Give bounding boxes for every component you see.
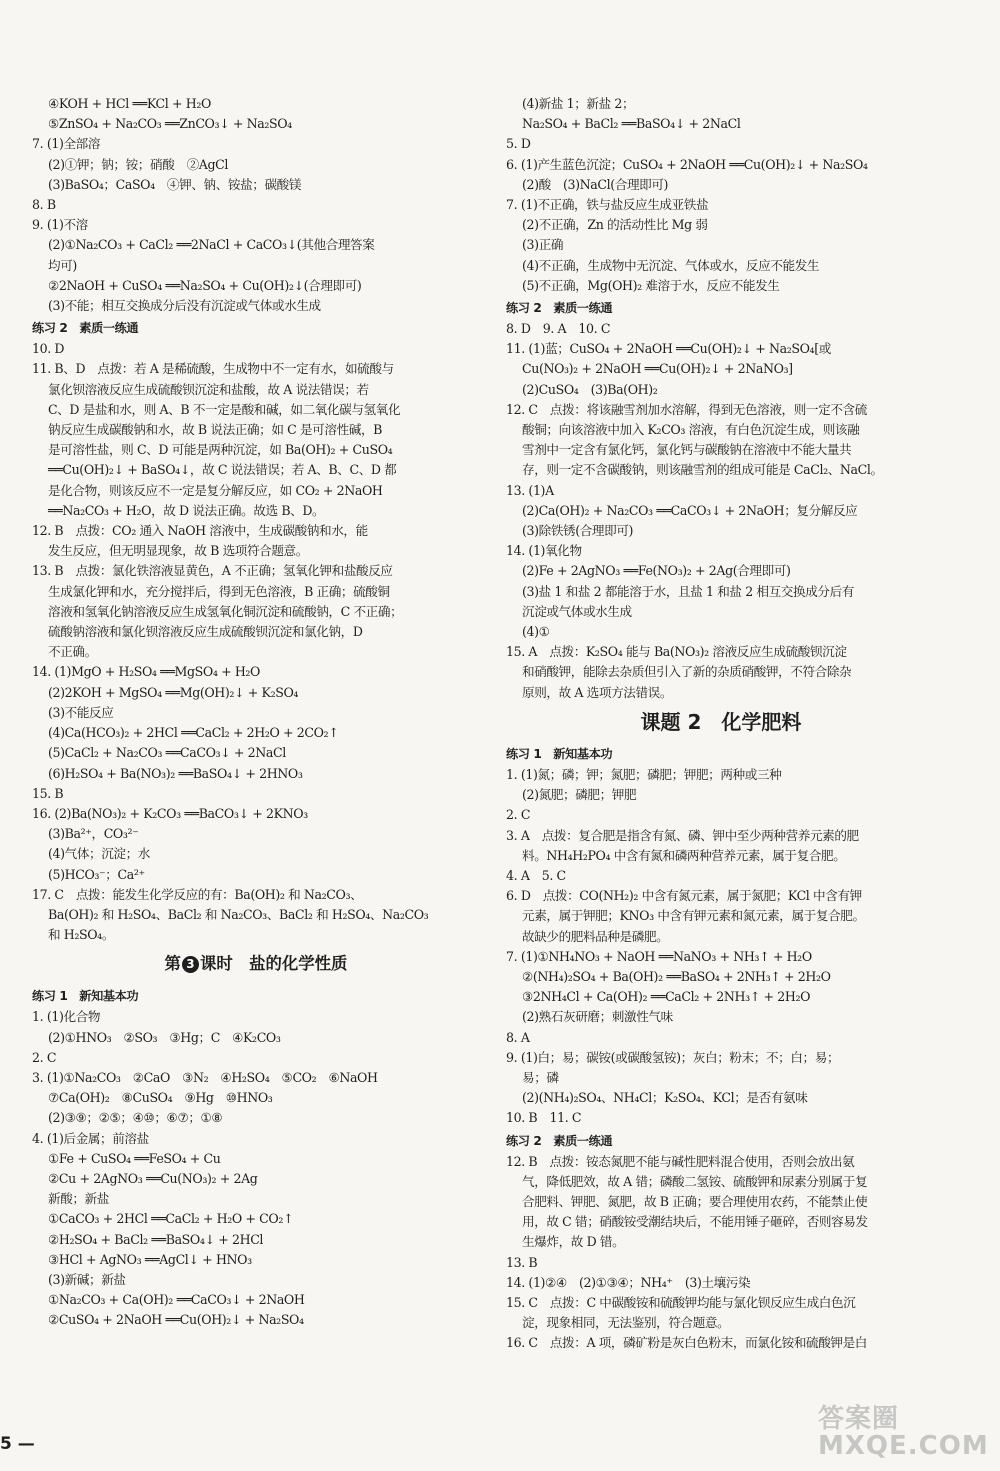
exercise-heading: 练习 2 素质一练通 [32, 321, 139, 336]
exercise-heading: 练习 1 新知基本功 [506, 746, 613, 761]
answer-line: (2)①HNO₃ ②SO₃ ③Hg；C ④K₂CO₃ [48, 1029, 281, 1045]
answer-line: 合肥料、钾肥、氮肥，故 B 正确；要合理使用农药，不能禁止使 [522, 1193, 868, 1209]
answer-line: 淀，现象相同，无法鉴别，符合题意。 [522, 1315, 730, 1331]
answer-line: 16. C 点拨：A 项，磷矿粉是灰白色粉末，而氯化铵和硫酸钾是白 [506, 1335, 868, 1351]
answer-line: 酸铜；向该溶液中加入 K₂CO₃ 溶液，有白色沉淀生成，则该融 [522, 422, 860, 438]
answer-line: 4. A 5. C [506, 867, 566, 883]
answer-line: (5)HCO₃⁻；Ca²⁺ [48, 866, 145, 882]
exercise-heading: 练习 2 素质一练通 [506, 1133, 613, 1148]
answer-line: 沉淀或气体或水生成 [522, 603, 632, 619]
answer-line: 6. D 点拨：CO(NH₂)₂ 中含有氮元素，属于氮肥；KCl 中含有钾 [506, 888, 862, 904]
answer-line: 7. (1)①NH₄NO₃ + NaOH ══NaNO₃ + NH₃↑ + H₂O [506, 948, 812, 964]
answer-line: (3)盐 1 和盐 2 都能溶于水，且盐 1 和盐 2 相互交换成分后有 [522, 583, 854, 599]
answer-line: ①Fe + CuSO₄ ══FeSO₄ + Cu [48, 1150, 221, 1166]
answer-line: (3)Ba²⁺，CO₃²⁻ [48, 826, 139, 842]
answer-line: 1. (1)化合物 [32, 1009, 101, 1025]
section-title [32, 949, 480, 981]
answer-line: ②H₂SO₄ + BaCl₂ ══BaSO₄↓ + 2HCl [48, 1231, 264, 1247]
answer-line: 16. (2)Ba(NO₃)₂ + K₂CO₃ ══BaCO₃↓ + 2KNO₃ [32, 805, 308, 821]
answer-line: (2)(NH₄)₂SO₄、NH₄Cl；K₂SO₄、KCl；是否有氨味 [522, 1090, 808, 1106]
answer-line: (6)H₂SO₄ + Ba(NO₃)₂ ══BaSO₄↓ + 2HNO₃ [48, 765, 303, 781]
answer-line: (3)BaSO₄；CaSO₄ ④钾、钠、铵盐；碳酸镁 [48, 176, 302, 192]
answer-line: (2)氮肥；磷肥；钾肥 [522, 787, 637, 803]
answer-line: 存，则一定不含碳酸钠，则该融雪剂的组成可能是 CaCl₂、NaCl。 [522, 462, 883, 478]
answer-line: Ba(OH)₂ 和 H₂SO₄、BaCl₂ 和 Na₂CO₃、BaCl₂ 和 H₂SO₄、Na₂CO₃ [48, 906, 429, 922]
watermark-line2: MXQE.COM [818, 1431, 989, 1461]
answer-line: 12. C 点拨：将该融雪剂加水溶解，得到无色溶液，则一定不含硫 [506, 401, 867, 417]
answer-line: 故缺少的肥料品种是磷肥。 [522, 928, 669, 944]
answer-line: (5)CaCl₂ + Na₂CO₃ ══CaCO₃↓ + 2NaCl [48, 745, 286, 761]
answer-line: (2)熟石灰研磨；刺激性气味 [522, 1009, 673, 1025]
answer-line: 11. (1)蓝；CuSO₄ + 2NaOH ══Cu(OH)₂↓ + Na₂SO₄[或 [506, 341, 831, 357]
answer-line: 不正确。 [48, 644, 97, 660]
answer-line: 13. B 点拨：氯化铁溶液显黄色，A 不正确；氢氧化钾和盐酸反应 [32, 563, 393, 579]
answer-line: 溶液和氢氧化钠溶液反应生成氢氧化铜沉淀和硫酸钠，C 不正确； [48, 603, 403, 619]
answer-line: 用，故 C 错；硝酸铵受潮结块后，不能用锤子砸碎，否则容易发 [522, 1214, 868, 1230]
answer-line: Na₂SO₄ + BaCl₂ ══BaSO₄↓ + 2NaCl [522, 116, 741, 132]
answer-line: (2)③⑨；②⑤；④⑩；⑥⑦；①⑧ [48, 1110, 223, 1126]
answer-line: ⑤ZnSO₄ + Na₂CO₃ ══ZnCO₃↓ + Na₂SO₄ [48, 116, 292, 132]
answer-line: 17. C 点拨：能发生化学反应的有：Ba(OH)₂ 和 Na₂CO₃、 [32, 886, 363, 902]
answer-line: 5. D [506, 136, 531, 152]
answer-line: 硫酸钠溶液和氯化钡溶液反应生成硫酸钡沉淀和氯化钠，D [48, 624, 363, 640]
answer-line: 2. C [506, 807, 531, 823]
answer-line: 氯化钡溶液反应生成硫酸钡沉淀和盐酸，故 A 说法错误；若 [48, 381, 369, 397]
answer-line: 7. (1)全部溶 [32, 136, 101, 152]
answer-line: (4)新盐 1；新盐 2； [522, 96, 635, 111]
answer-line: 6. (1)产生蓝色沉淀；CuSO₄ + 2NaOH ══Cu(OH)₂↓ + Na₂SO₄ [506, 156, 868, 172]
answer-line: (4)① [522, 624, 550, 640]
answer-line: 钠反应生成碳酸钠和水，故 B 说法正确；如 C 是可溶性碱，B [48, 422, 383, 438]
answer-line: ②Cu + 2AgNO₃ ══Cu(NO₃)₂ + 2Ag [48, 1170, 258, 1186]
answer-line: (4)不正确，生成物中无沉淀、气体或水，反应不能发生 [522, 257, 820, 273]
section-title-text: 课时 盐的化学性质 [199, 954, 348, 974]
answer-line: (3)正确 [522, 237, 564, 253]
answer-line: 15. C 点拨：C 中碳酸铵和硫酸钾均能与氯化钡反应生成白色沉 [506, 1294, 856, 1310]
answer-line: (2)不正确，Zn 的活动性比 Mg 弱 [522, 217, 708, 233]
watermark-line1: 答案圈 [818, 1404, 900, 1434]
answer-line: 新酸；新盐 [48, 1191, 109, 1207]
answer-line: 料。NH₄H₂PO₄ 中含有氮和磷两种营养元素，属于复合肥。 [522, 847, 846, 863]
answer-line: (4)Ca(HCO₃)₂ + 2HCl ══CaCl₂ + 2H₂O + 2CO₂↑ [48, 725, 339, 741]
answer-line: (2)2KOH + MgSO₄ ══Mg(OH)₂↓ + K₂SO₄ [48, 684, 299, 700]
answer-line: 是可溶性盐，则 C、D 可能是两种沉淀，如 Ba(OH)₂ + CuSO₄ [48, 442, 393, 458]
answer-line: ══Cu(OH)₂↓ + BaSO₄↓，故 C 说法错误；若 A、B、C、D 都 [48, 462, 397, 478]
answer-line: 14. (1)②④ (2)①③④；NH₄⁺ (3)土壤污染 [506, 1274, 751, 1290]
answer-line: 和硝酸钾，能除去杂质但引入了新的杂质硝酸钾，不符合除杂 [522, 664, 852, 680]
answer-line: 12. B 点拨：CO₂ 通入 NaOH 溶液中，生成碳酸钠和水，能 [32, 523, 368, 539]
answer-line: 8. B [32, 197, 56, 213]
answer-line: ②CuSO₄ + 2NaOH ══Cu(OH)₂↓ + Na₂SO₄ [48, 1312, 304, 1328]
answer-line: ②2NaOH + CuSO₄ ══Na₂SO₄ + Cu(OH)₂↓(合理即可) [48, 277, 362, 293]
answer-line: 14. (1)氧化物 [506, 543, 582, 559]
answer-line: Cu(NO₃)₂ + 2NaOH ══Cu(OH)₂↓ + 2NaNO₃] [522, 361, 793, 377]
exercise-heading: 练习 1 新知基本功 [32, 989, 139, 1004]
answer-line: 1. (1)氮；磷；钾；氮肥；磷肥；钾肥；两种或三种 [506, 766, 782, 782]
answer-line: 11. B、D 点拨：若 A 是稀硫酸，生成物中不一定有水，如硫酸与 [32, 361, 394, 377]
answer-line: (3)不能反应 [48, 704, 114, 720]
right-column [506, 94, 936, 1354]
answer-line: (2)Ca(OH)₂ + Na₂CO₃ ══CaCO₃↓ + 2NaOH；复分解反应 [522, 502, 858, 518]
answer-line: 生成氯化钾和水，充分搅拌后，得到无色溶液，B 正确；硫酸铜 [48, 583, 390, 599]
answer-line: 易；磷 [522, 1069, 559, 1085]
section-title: 课题 2 化学肥料 [640, 709, 802, 734]
answer-line: 4. (1)后金属；前溶盐 [32, 1130, 149, 1146]
page-number: 5 — [0, 1434, 35, 1454]
answer-line: ③2NH₄Cl + Ca(OH)₂ ══CaCl₂ + 2NH₃↑ + 2H₂O [522, 989, 811, 1005]
answer-line: 13. B [506, 1254, 538, 1270]
answer-line: (4)气体；沉淀；水 [48, 846, 150, 862]
answer-line: ①Na₂CO₃ + Ca(OH)₂ ══CaCO₃↓ + 2NaOH [48, 1292, 305, 1308]
answer-line: (3)除铁锈(合理即可) [522, 523, 634, 539]
answer-line: (2)Fe + 2AgNO₃ ══Fe(NO₃)₂ + 2Ag(合理即可) [522, 563, 791, 579]
watermark [818, 1398, 989, 1461]
answer-line: 生爆炸，故 D 错。 [522, 1234, 625, 1250]
section-title-prefix: 第 [164, 954, 181, 974]
answer-line: 12. B 点拨：铵态氮肥不能与碱性肥料混合使用，否则会放出氨 [506, 1153, 855, 1169]
answer-line: 是化合物，则该反应不一定是复分解反应，如 CO₂ + 2NaOH [48, 482, 383, 498]
answer-line: ⑦Ca(OH)₂ ⑧CuSO₄ ⑨Hg ⑩HNO₃ [48, 1090, 273, 1106]
answer-line: 15. B [32, 785, 64, 801]
answer-line: ①CaCO₃ + 2HCl ══CaCl₂ + H₂O + CO₂↑ [48, 1211, 294, 1227]
answer-line: 2. C [32, 1049, 57, 1065]
answer-line: 9. (1)白；易；碳铵(或碳酸氢铵)；灰白；粉末；不；白；易； [506, 1049, 840, 1065]
answer-line: ══Na₂CO₃ + H₂O，故 D 说法正确。故选 B、D。 [48, 502, 325, 518]
left-column [32, 94, 480, 1331]
answer-line: 8. D 9. A 10. C [506, 321, 611, 337]
answer-line: (5)不正确，Mg(OH)₂ 难溶于水，反应不能发生 [522, 277, 780, 293]
answer-line: ②(NH₄)₂SO₄ + Ba(OH)₂ ══BaSO₄ + 2NH₃↑ + 2H₂O [522, 968, 831, 984]
exercise-heading: 练习 2 素质一练通 [506, 301, 613, 316]
answer-line: ③HCl + AgNO₃ ══AgCl↓ + HNO₃ [48, 1251, 252, 1267]
answer-line: 3. A 点拨：复合肥是指含有氮、磷、钾中至少两种营养元素的肥 [506, 827, 859, 843]
answer-line: 均可) [48, 257, 77, 273]
answer-line: (2)酸 (3)NaCl(合理即可) [522, 176, 669, 192]
answer-line: 发生反应，但无明显现象，故 B 选项符合题意。 [48, 543, 308, 559]
answer-line: 原则，故 A 选项方法错误。 [522, 684, 673, 700]
answer-line: 9. (1)不溶 [32, 217, 88, 233]
answer-line: 7. (1)不正确，铁与盐反应生成亚铁盐 [506, 197, 709, 213]
answer-line: (2)①Na₂CO₃ + CaCl₂ ══2NaCl + CaCO₃↓(其他合理答案 [48, 237, 375, 253]
lesson-number-badge: 3 [182, 956, 199, 973]
answer-line: 10. D [32, 341, 65, 357]
answer-line: ④KOH + HCl ══KCl + H₂O [48, 96, 211, 111]
answer-line: 元素，属于钾肥；KNO₃ 中含有钾元素和氮元素，属于复合肥。 [522, 908, 865, 924]
answer-line: (3)新碱；新盐 [48, 1271, 126, 1287]
answer-line: 雪剂中一定含有氯化钙，氯化钙与碳酸钠在溶液中不能大量共 [522, 442, 852, 458]
answer-line: (2)①钾；钠；铵；硝酸 ②AgCl [48, 156, 228, 172]
answer-line: 13. (1)A [506, 482, 554, 498]
answer-line: (3)不能；相互交换成分后没有沉淀或气体或水生成 [48, 298, 321, 314]
answer-line: 10. B 11. C [506, 1110, 582, 1126]
answer-line: (2)CuSO₄ (3)Ba(OH)₂ [522, 381, 658, 397]
answer-line: 14. (1)MgO + H₂SO₄ ══MgSO₄ + H₂O [32, 664, 260, 680]
answer-line: 8. A [506, 1029, 530, 1045]
answer-line: 15. A 点拨：K₂SO₄ 能与 Ba(NO₃)₂ 溶液反应生成硫酸钡沉淀 [506, 644, 847, 660]
answer-line: 和 H₂SO₄。 [48, 927, 115, 943]
answer-line: 气，降低肥效，故 A 错；磷酸二氢铵、硫酸钾和尿素分别属于复 [522, 1173, 868, 1189]
answer-line: 3. (1)①Na₂CO₃ ②CaO ③N₂ ④H₂SO₄ ⑤CO₂ ⑥NaOH [32, 1069, 378, 1085]
answer-line: C、D 是盐和水，则 A、B 不一定是酸和碱，如二氧化碳与氢氧化 [48, 401, 401, 417]
